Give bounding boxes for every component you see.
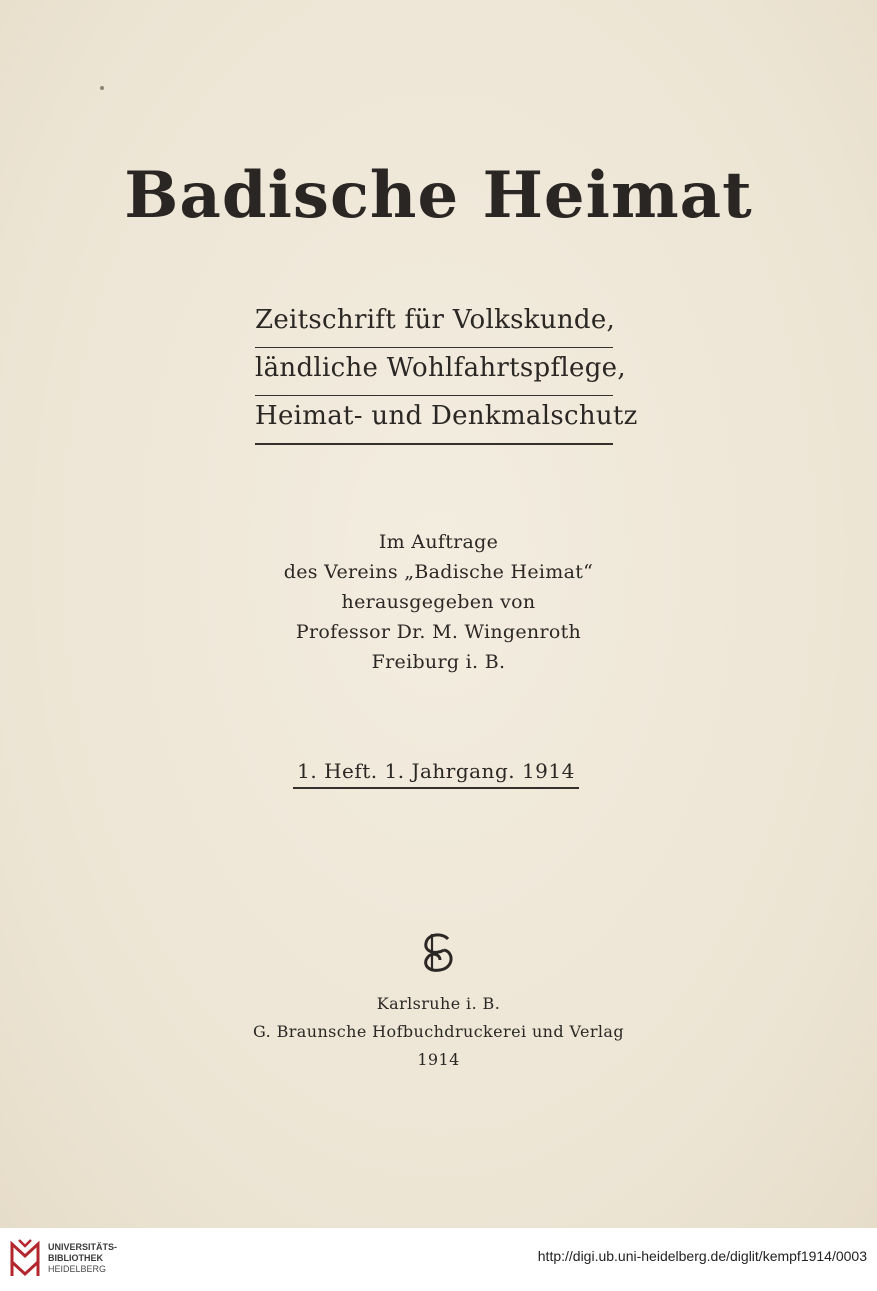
library-name[interactable] xyxy=(48,1242,117,1275)
paper-speck xyxy=(100,86,104,90)
subtitle-line: Zeitschrift für Volkskunde, xyxy=(255,300,613,348)
library-line: HEIDELBERG xyxy=(48,1264,107,1274)
gb-monogram-icon xyxy=(418,930,458,974)
credit-line: Professor Dr. M. Wingenroth xyxy=(295,621,582,643)
credit-line: herausgegeben von xyxy=(341,591,536,613)
source-url-link[interactable]: http://digi.ub.uni-heidelberg.de/diglit/kempf1914/0003 xyxy=(537,1248,867,1264)
library-logo-icon[interactable] xyxy=(8,1236,42,1280)
imprint-city: Karlsruhe i. B. xyxy=(376,994,501,1013)
subtitle-line: ländliche Wohlfahrtspflege, xyxy=(255,348,613,396)
editor-credit xyxy=(0,527,877,677)
subtitle-line: Heimat- und Denkmalschutz xyxy=(255,396,613,445)
credit-line: des Vereins „Badische Heimat“ xyxy=(283,561,594,583)
journal-title: Badische Heimat xyxy=(124,158,753,233)
credit-line: Freiburg i. B. xyxy=(371,651,506,673)
credit-line: Im Auftrage xyxy=(378,531,499,553)
imprint-year: 1914 xyxy=(417,1050,460,1069)
library-line: BIBLIOTHEK xyxy=(48,1253,103,1263)
footer-bar xyxy=(0,1228,877,1291)
imprint-publisher: G. Braunsche Hofbuchdruckerei und Verlag xyxy=(253,1022,624,1041)
subtitle-block xyxy=(255,300,638,445)
library-line: UNIVERSITÄTS- xyxy=(48,1242,118,1252)
imprint xyxy=(0,990,877,1074)
issue-line: 1. Heft. 1. Jahrgang. 1914 xyxy=(293,757,579,789)
